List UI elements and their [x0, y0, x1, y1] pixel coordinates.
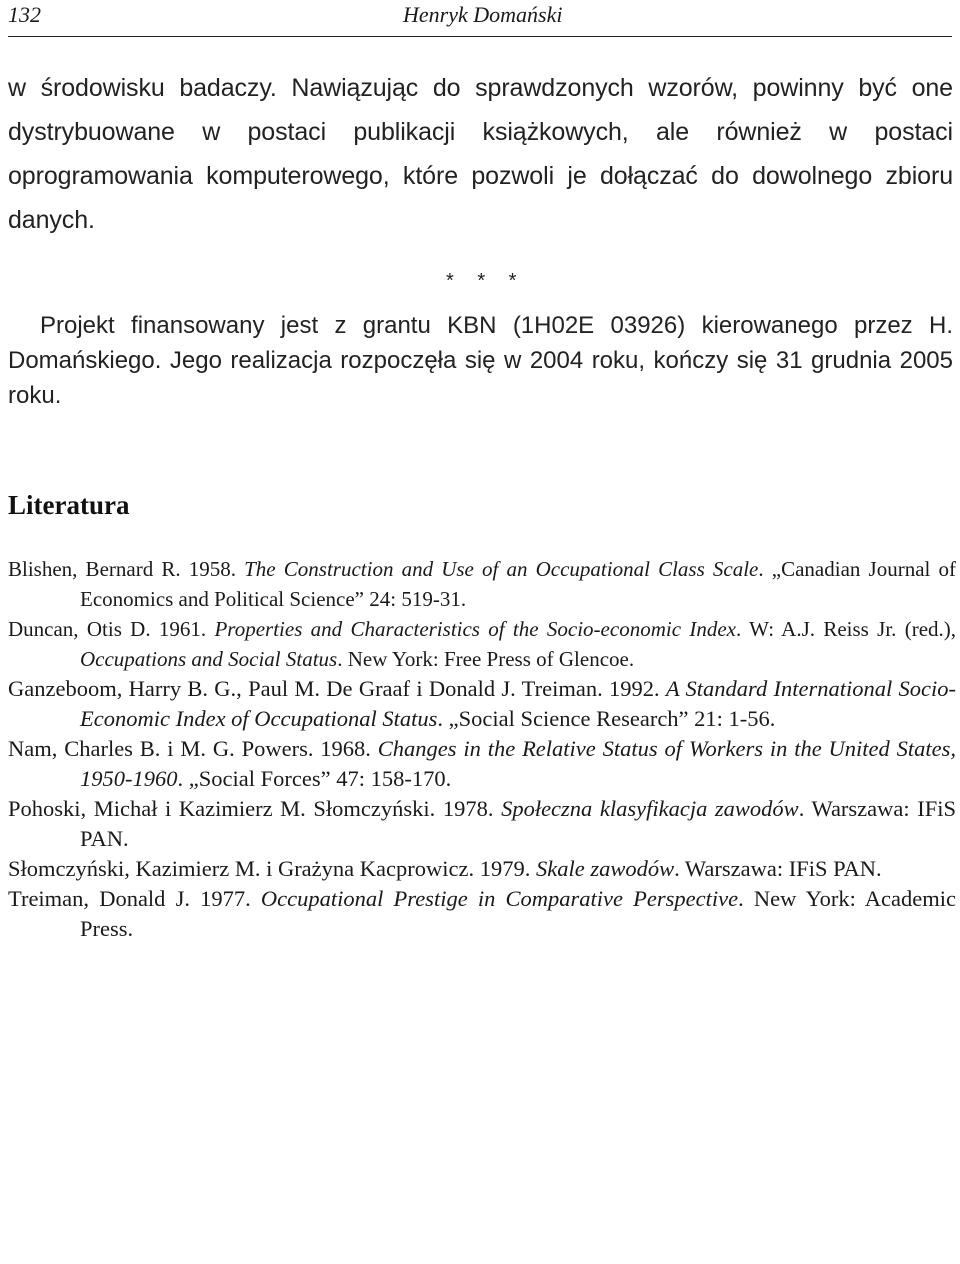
reference-item — [8, 614, 956, 674]
header-author: Henryk Domański — [403, 2, 563, 27]
reference-authors: Pohoski, Michał i Kazimierz M. Słomczyński. 1978. — [8, 796, 502, 821]
references-heading: Literatura — [8, 490, 130, 520]
funding-note-text: Projekt finansowany jest z grantu KBN (1H02E 03926) kierowanego przez H. Domańskiego. Jego realizacja rozpoczęła się w 2004 roku, kończy się 31 grudnia 2005 roku. — [8, 312, 953, 409]
reference-publisher: . New York: Free Press of Glencoe. — [337, 647, 635, 671]
running-header — [8, 0, 952, 37]
reference-item — [8, 884, 956, 944]
reference-authors: Ganzeboom, Harry B. G., Paul M. De Graaf i Donald J. Treiman. 1992. — [8, 676, 666, 701]
reference-source: . Warszawa: IFiS PAN. — [80, 796, 956, 851]
reference-book-title: Occupations and Social Status — [80, 647, 338, 671]
reference-source: . Warszawa: IFiS PAN. — [674, 856, 882, 881]
reference-source: . „Canadian Journal of Economics and Political Science” 24: 519-31. — [80, 557, 956, 611]
reference-source: . New York: Academic Press. — [80, 886, 956, 941]
reference-item — [8, 674, 956, 734]
reference-authors: Nam, Charles B. i M. G. Powers. 1968. — [8, 736, 378, 761]
reference-item — [8, 734, 956, 794]
funding-note — [8, 308, 953, 413]
section-separator: * * * — [446, 270, 526, 292]
reference-source: . „Social Forces” 47: 158-170. — [177, 766, 452, 791]
page-number: 132 — [8, 2, 41, 27]
reference-source: . W: A.J. Reiss Jr. (red.), — [735, 617, 957, 641]
reference-title: A Standard International Socio-Economic Index of Occupational Status — [80, 676, 956, 731]
reference-authors: Blishen, Bernard R. 1958. — [8, 557, 245, 581]
reference-item — [8, 854, 956, 884]
reference-title: Społeczna klasyfikacja zawodów — [501, 796, 799, 821]
reference-title: The Construction and Use of an Occupational Class Scale — [244, 557, 759, 581]
reference-title: Properties and Characteristics of the Socio-economic Index — [214, 617, 736, 641]
reference-authors: Słomczyński, Kazimierz M. i Grażyna Kacprowicz. 1979. — [8, 856, 536, 881]
body-paragraph: w środowisku badaczy. Nawiązując do sprawdzonych wzorów, powinny być one dystrybuowane w postaci publikacji książkowych, ale również w postaci oprogramowania komputerowego, które pozwoli je dołączać do dowolnego zbioru danych. — [8, 74, 953, 234]
reference-title: Occupational Prestige in Comparative Perspective — [260, 886, 739, 911]
reference-authors: Treiman, Donald J. 1977. — [8, 886, 261, 911]
references-list — [8, 554, 956, 944]
reference-item — [8, 794, 956, 854]
reference-source: . „Social Science Research” 21: 1-56. — [437, 706, 776, 731]
reference-title: Skale zawodów — [535, 856, 675, 881]
reference-item — [8, 554, 956, 614]
reference-title: Changes in the Relative Status of Workers in the United States, 1950-1960 — [80, 736, 956, 791]
reference-authors: Duncan, Otis D. 1961. — [8, 617, 215, 641]
